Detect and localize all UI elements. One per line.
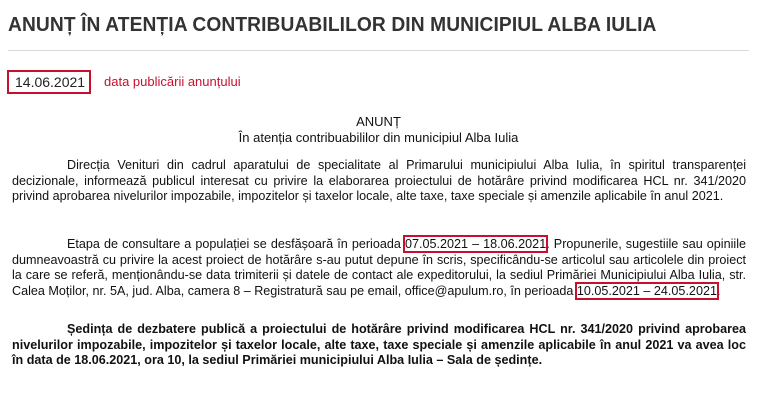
consultation-text-b: . Propunerile, sugestiile sau opiniile dumneavoastră cu privire la acest proiect de hotărâre s-au putut depune în scris, specificându-se articolul sau articolele din proiect la care se referă, menționându-se data trimiterii și datele de contact ale expeditorului, la sediul Primăriei Municipiului Alba Iulia, str. Calea Moților, nr. 5A, jud. Alba, camera 8 – Registratură sau pe email, office@apulum.ro, în perioada <box>12 237 747 298</box>
consultation-text-c: . <box>716 283 721 298</box>
paragraph-public-debate: Ședința de dezbatere publică a proiectului de hotărâre privind modificarea HCL nr. 341/2020 privind aprobarea nivelurilor impozabile, impozitelor și taxelor locale, alte taxe, taxe speciale și amenzile aplicabile în anul 2021 va avea loc în data de 18.06.2021, ora 10, la sediul Primăriei municipiului Alba Iulia – Sala de ședințe. <box>12 322 746 368</box>
submission-period-highlight: 10.05.2021 – 24.05.2021 <box>576 283 717 298</box>
announcement-title: ANUNȚ <box>356 114 401 129</box>
publish-date-box: 14.06.2021 <box>7 70 91 94</box>
consultation-text-a: Etapa de consultare a populației se desfășoară în perioada <box>67 237 405 251</box>
consultation-period-highlight: 07.05.2021 – 18.06.2021 <box>404 237 547 251</box>
paragraph-intro: Direcția Venituri din cadrul aparatului de specialitate al Primarului municipiului Alba Iulia, în spiritul transparenței decizionale, informează publicul interesat cu privire la elaborarea proiectului de hotărâre privind modificarea HCL nr. 341/2020 privind aprobarea nivelurilor impozabile, impozitelor și taxelor locale, alte taxe, taxe speciale și amenzile aplicabile în anul 2021. <box>12 158 746 204</box>
paragraph-consultation <box>12 237 746 299</box>
publish-date-note: data publicării anunțului <box>104 74 241 89</box>
headline: ANUNȚ ÎN ATENȚIA CONTRIBUABILILOR DIN MUNICIPIUL ALBA IULIA <box>8 14 657 36</box>
headline-divider <box>8 50 749 51</box>
announcement-subtitle: În atenția contribuabililor din municipiul Alba Iulia <box>238 130 519 145</box>
